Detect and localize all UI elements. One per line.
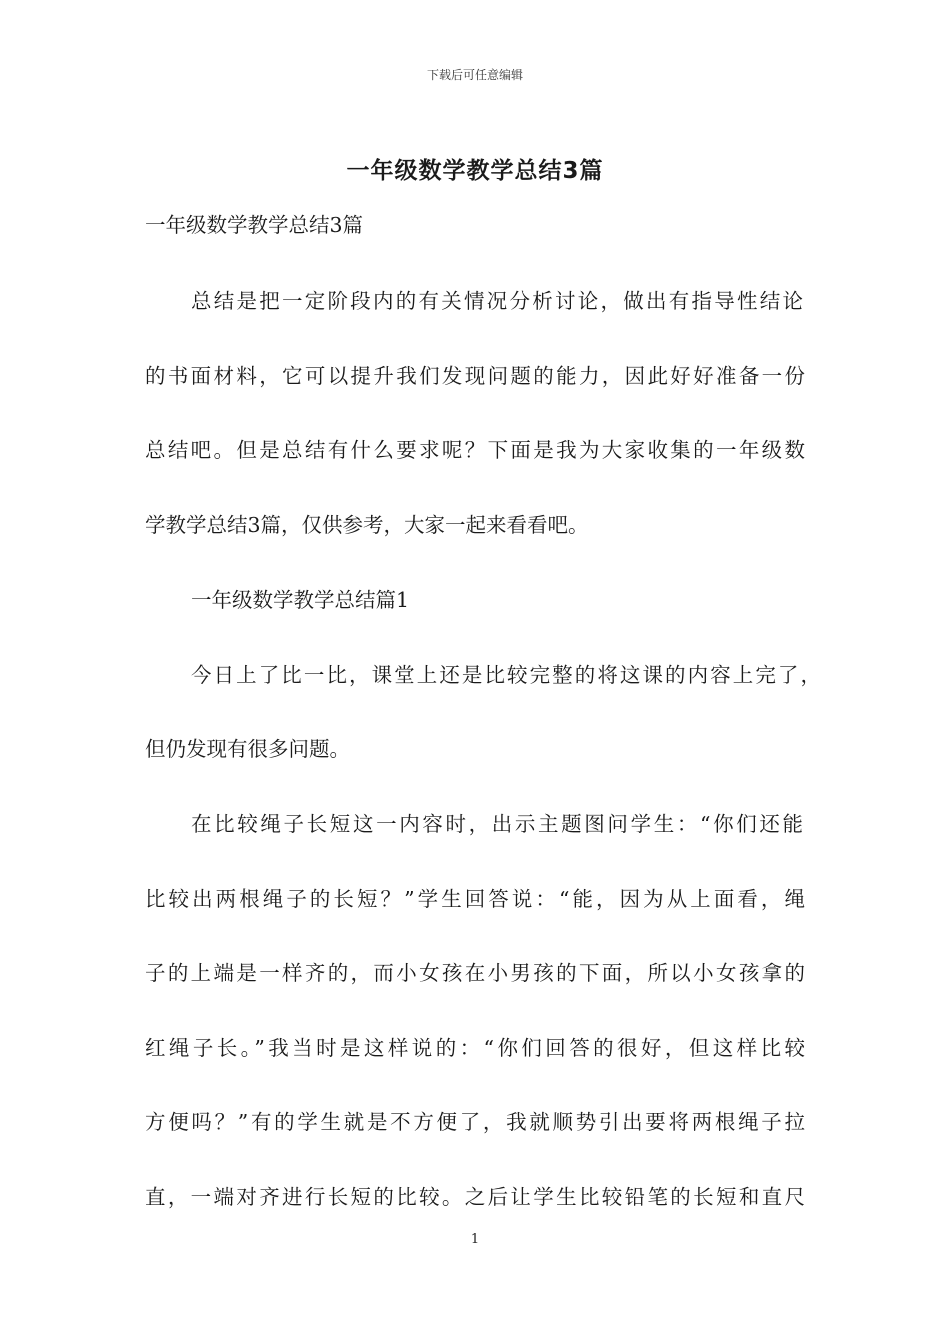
paragraph-line: 总结是把一定阶段内的有关情况分析讨论，做出有指导性结论 — [191, 289, 803, 313]
paragraph-line: 的书面材料，它可以提升我们发现问题的能力，因此好好准备一份 — [145, 364, 805, 388]
header-note: 下载后可任意编辑 — [426, 68, 523, 82]
paragraph-line: 红绳子长。”我当时是这样说的：“你们回答的很好，但这样比较 — [145, 1036, 805, 1060]
paragraph-line: 但仍发现有很多问题。 — [145, 737, 350, 761]
paragraph-line: 在比较绳子长短这一内容时，出示主题图问学生：“你们还能 — [191, 812, 803, 836]
paragraph-line: 子的上端是一样齐的，而小女孩在小男孩的下面，所以小女孩拿的 — [145, 961, 805, 985]
subtitle-line: 一年级数学教学总结3篇 — [145, 213, 364, 237]
paragraph-line: 方便吗？”有的学生就是不方便了，我就顺势引出要将两根绳子拉 — [145, 1110, 805, 1134]
page-number: 1 — [470, 1232, 480, 1247]
paragraph-line: 比较出两根绳子的长短？”学生回答说：“能，因为从上面看，绳 — [145, 887, 805, 911]
document-title: 一年级数学教学总结3篇 — [346, 158, 604, 184]
paragraph-line: 今日上了比一比，课堂上还是比较完整的将这课的内容上完了， — [191, 663, 821, 687]
paragraph-line: 总结吧。但是总结有什么要求呢？下面是我为大家收集的一年级数 — [145, 438, 805, 462]
section-heading: 一年级数学教学总结篇1 — [191, 588, 410, 612]
paragraph-line: 学教学总结3篇，仅供参考，大家一起来看看吧。 — [145, 513, 589, 537]
paragraph-line: 直，一端对齐进行长短的比较。之后让学生比较铅笔的长短和直尺 — [145, 1185, 805, 1209]
